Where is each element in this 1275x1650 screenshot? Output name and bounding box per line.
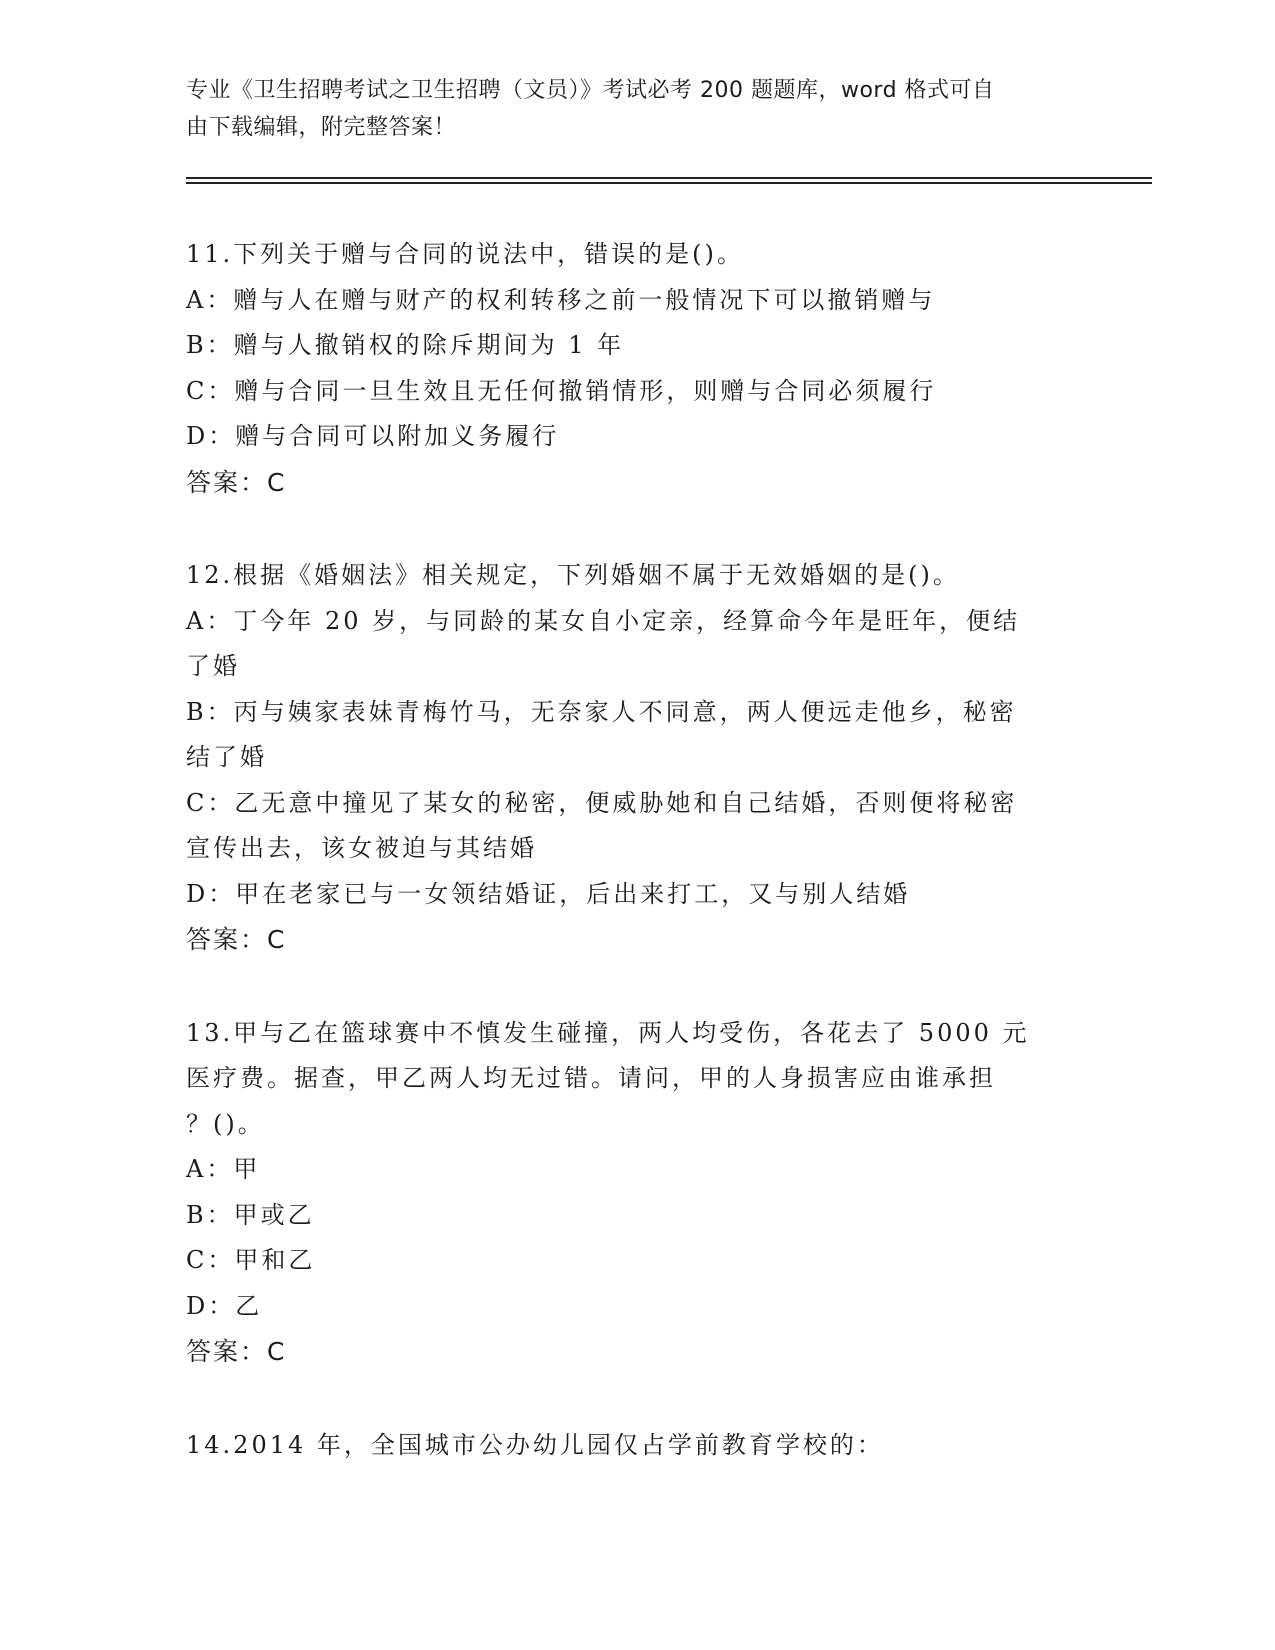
header-divider-top bbox=[186, 177, 1152, 179]
answer-option-line: A：丁今年 20 岁，与同龄的某女自小定亲，经算命今年是旺年，便结 bbox=[186, 606, 1021, 635]
answer-option-line: C：乙无意中撞见了某女的秘密，便威胁她和自己结婚，否则便将秘密 bbox=[186, 788, 1018, 817]
answer-option-line: D：甲在老家已与一女领结婚证，后出来打工，又与别人结婚 bbox=[186, 879, 911, 908]
question-stem-line: 14.2014 年，全国城市公办幼儿园仅占学前教育学校的： bbox=[186, 1430, 884, 1459]
question-block bbox=[186, 1011, 1086, 1375]
answer-option bbox=[186, 781, 1086, 872]
answer-option bbox=[186, 872, 1086, 918]
correct-answer: 答案：C bbox=[186, 1337, 287, 1366]
answer-option-line: B：甲或乙 bbox=[186, 1200, 315, 1229]
question-block bbox=[186, 553, 1086, 963]
answer-option-line: A：甲 bbox=[186, 1155, 261, 1183]
correct-answer: 答案：C bbox=[186, 467, 287, 497]
answer-option-line: B：丙与姨家表妹青梅竹马，无奈家人不同意，两人便远走他乡，秘密 bbox=[186, 697, 1017, 726]
answer-option bbox=[186, 278, 1086, 324]
answer-option-line: 结了婚 bbox=[186, 743, 267, 771]
answer-option bbox=[186, 1193, 1086, 1239]
header-line-1: 专业《卫生招聘考试之卫生招聘（文员）》考试必考 200 题题库，word 格式可自 bbox=[186, 78, 995, 103]
answer-option bbox=[186, 369, 1086, 415]
question-stem-line: 13.甲与乙在篮球赛中不慎发生碰撞，两人均受伤，各花去了 5000 元 bbox=[186, 1018, 1030, 1047]
answer-option-line: A：赠与人在赠与财产的权利转移之前一般情况下可以撤销赠与 bbox=[186, 285, 936, 314]
answer-option bbox=[186, 690, 1086, 781]
answer-option bbox=[186, 323, 1086, 369]
answer-option bbox=[186, 1147, 1086, 1193]
header-line-2: 由下载编辑，附完整答案！ bbox=[186, 115, 457, 140]
answer-option-line: 了婚 bbox=[186, 652, 240, 680]
question-list bbox=[186, 232, 1086, 1516]
question-stem-line: ？()。 bbox=[186, 1109, 265, 1138]
question-stem-line: 12.根据《婚姻法》相关规定，下列婚姻不属于无效婚姻的是()。 bbox=[186, 561, 960, 589]
answer-option-line: 宣传出去，该女被迫与其结婚 bbox=[186, 834, 537, 862]
question-stem-line: 医疗费。据查，甲乙两人均无过错。请问，甲的人身损害应由谁承担 bbox=[186, 1064, 996, 1092]
answer-option bbox=[186, 414, 1086, 460]
answer-option-line: C：甲和乙 bbox=[186, 1246, 316, 1274]
answer-option-line: B：赠与人撤销权的除斥期间为 1 年 bbox=[186, 331, 625, 359]
question-stem-line: 11.下列关于赠与合同的说法中，错误的是()。 bbox=[186, 240, 744, 268]
answer-option-line: D：赠与合同可以附加义务履行 bbox=[186, 422, 560, 450]
answer-option-line: C：赠与合同一旦生效且无任何撤销情形，则赠与合同必须履行 bbox=[186, 376, 937, 405]
answer-option bbox=[186, 1284, 1086, 1330]
answer-option bbox=[186, 599, 1086, 690]
document-header bbox=[186, 72, 1066, 146]
question-block bbox=[186, 232, 1086, 505]
correct-answer: 答案：C bbox=[186, 925, 287, 954]
question-block bbox=[186, 1423, 1086, 1469]
answer-option bbox=[186, 1238, 1086, 1284]
answer-option-line: D：乙 bbox=[186, 1291, 263, 1320]
header-divider-bottom bbox=[186, 182, 1152, 184]
